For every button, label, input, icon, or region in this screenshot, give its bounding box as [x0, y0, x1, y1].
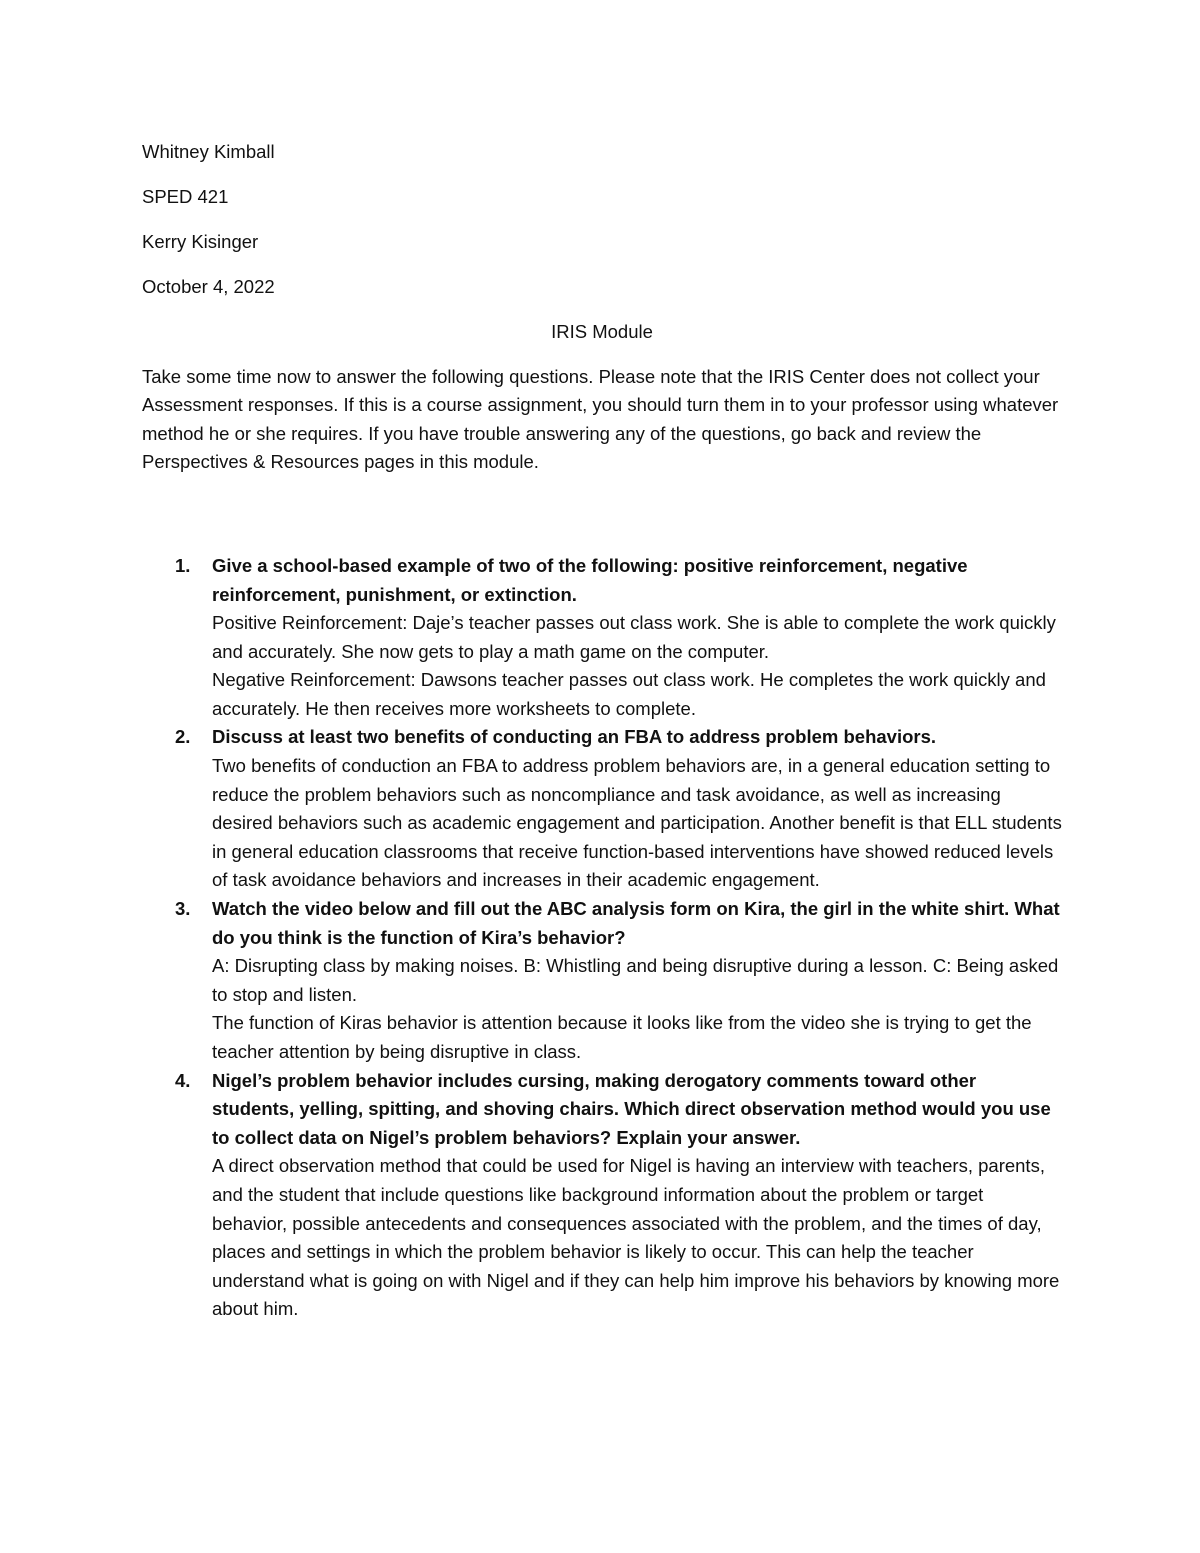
answer-text: Two benefits of conduction an FBA to address problem behaviors are, in a general education setting to reduce the problem behaviors such as noncompliance and task avoidance, as well as increasing desired behaviors such as academic engagement and participation. Another benefit is that ELL students in general education classrooms that receive function-based interventions have showed reduced levels of task avoidance behaviors and increases in their academic engagement.	[212, 755, 1062, 891]
question-text: Discuss at least two benefits of conducting an FBA to address problem behaviors.	[212, 726, 937, 748]
student-name: Whitney Kimball	[142, 141, 275, 162]
course-code: SPED 421	[142, 185, 229, 207]
question-list	[142, 552, 1062, 1324]
question-text: Nigel’s problem behavior includes cursing, making derogatory comments toward other students, yelling, spitting, and shoving chairs. Which direct observation method would you use to collect data on Nigel’s problem behaviors? Explain your answer.	[212, 1069, 1051, 1148]
instructor-name: Kerry Kisinger	[142, 230, 259, 252]
question-item-3	[142, 895, 1062, 1067]
answer-text: A: Disrupting class by making noises. B: Whistling and being disruptive during a lesson. C: Being asked to stop and listen.	[212, 955, 1059, 1005]
question-item-1	[142, 552, 1062, 724]
question-item-4	[142, 1067, 1062, 1324]
document-body	[142, 138, 1062, 1324]
question-number: 1.	[175, 554, 191, 576]
question-item-2	[142, 723, 1062, 895]
answer-text: A direct observation method that could be used for Nigel is having an interview with teachers, parents, and the student that include questions like background information about the problem or target behavior, possible antecedents and consequences associated with the problem, and the times of day, places and settings in which the problem behavior is likely to occur. This can help the teacher understand what is going on with Nigel and if they can help him improve his behaviors by knowing more about him.	[212, 1155, 1060, 1320]
question-number: 4.	[175, 1069, 191, 1091]
question-number: 3.	[175, 898, 191, 920]
question-text: Give a school-based example of two of the following: positive reinforcement, negative reinforcement, punishment, or extinction.	[212, 554, 968, 605]
document-date: October 4, 2022	[142, 275, 275, 297]
answer-text: Negative Reinforcement: Dawsons teacher passes out class work. He completes the work quickly and accurately. He then receives more worksheets to complete.	[212, 669, 1046, 719]
intro-paragraph: Take some time now to answer the following questions. Please note that the IRIS Center does not collect your Assessment responses. If this is a course assignment, you should turn them in to your professor using whatever method he or she requires. If you have trouble answering any of the questions, go back and review the Perspectives & Resources pages in this module.	[142, 365, 1059, 473]
question-text: Watch the video below and fill out the ABC analysis form on Kira, the girl in the white shirt. What do you think is the function of Kira’s behavior?	[212, 898, 1060, 948]
question-number: 2.	[175, 726, 191, 748]
document-title: IRIS Module	[551, 320, 653, 342]
answer-text: Positive Reinforcement: Daje’s teacher passes out class work. She is able to complete the work quickly and accurately. She now gets to play a math game on the computer.	[212, 612, 1056, 662]
answer-text: The function of Kiras behavior is attention because it looks like from the video she is trying to get the teacher attention by being disruptive in class.	[212, 1012, 1032, 1062]
